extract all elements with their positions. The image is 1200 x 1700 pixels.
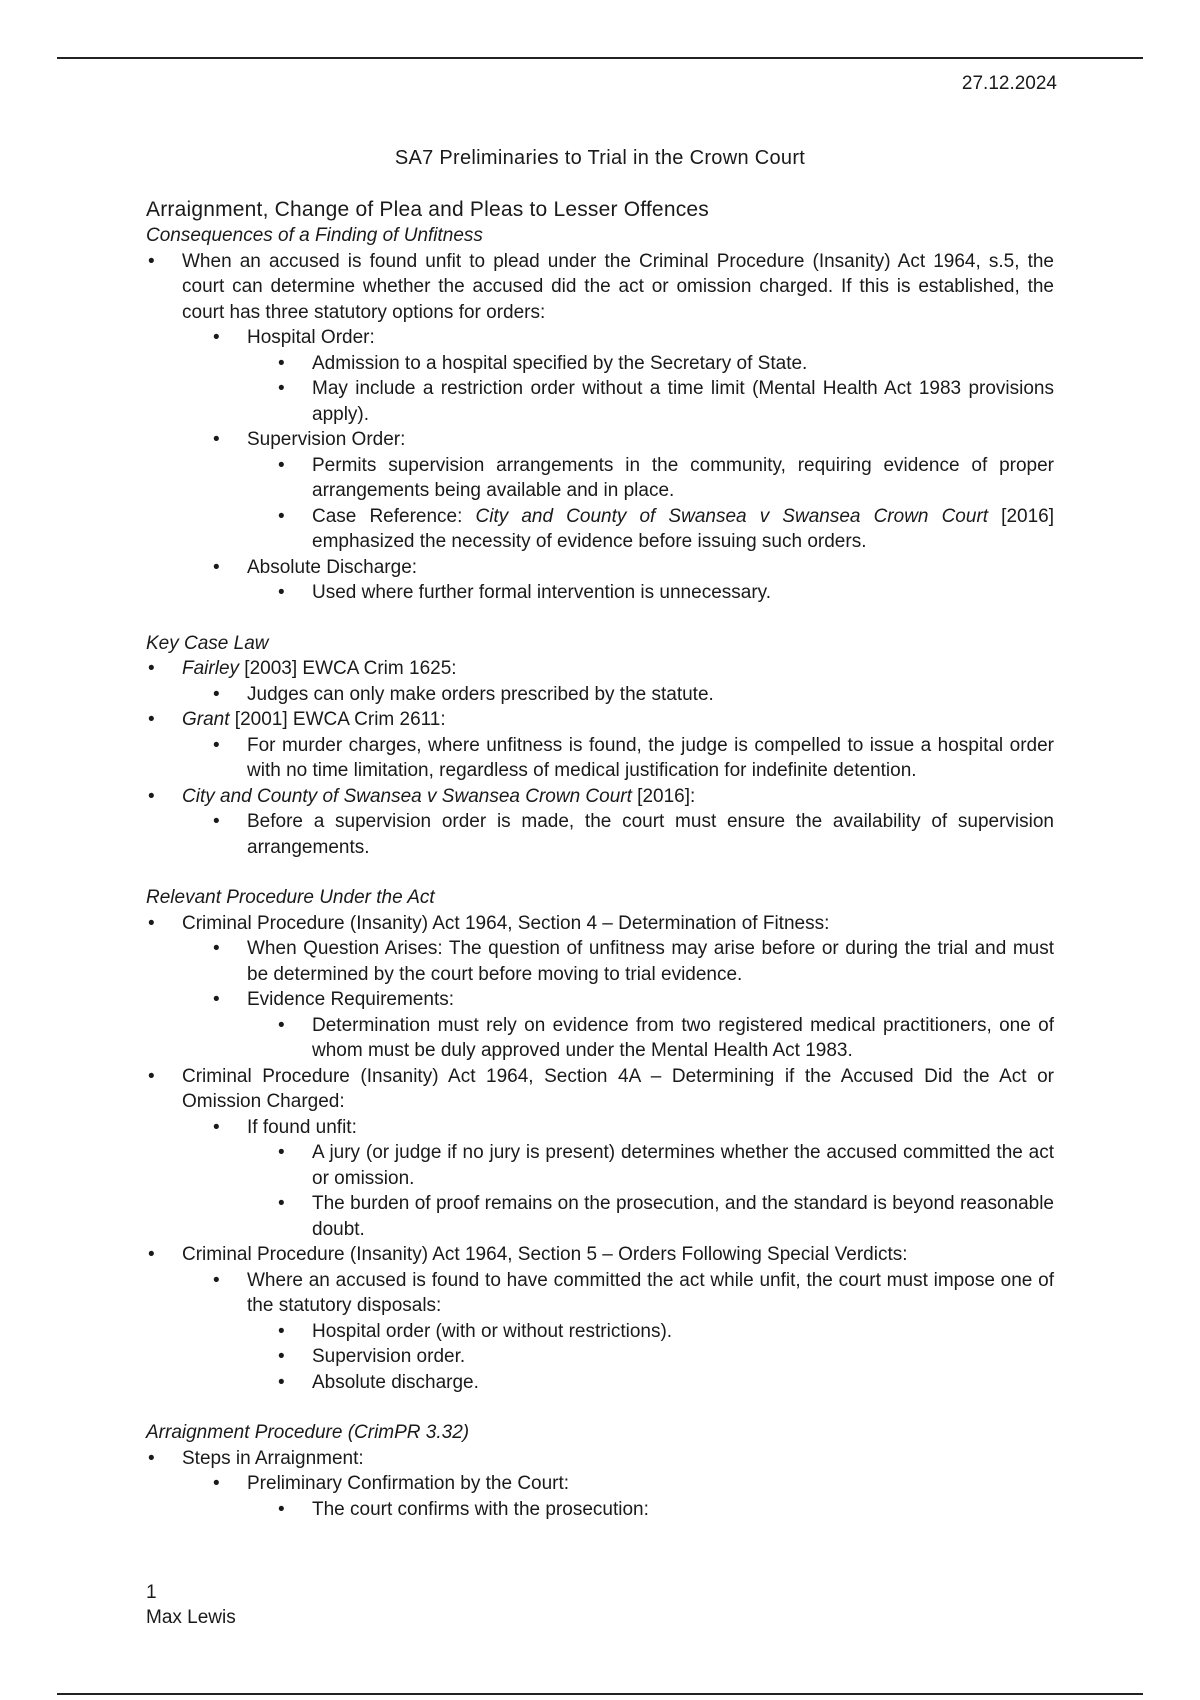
list-item: • Determination must rely on evidence from two registered medical practitioners, one of whom must be duly approved under the Mental Health Act 1983. — [276, 1013, 1054, 1064]
consequences-heading: Consequences of a Finding of Unfitness — [146, 225, 483, 246]
case-law-heading: Key Case Law — [146, 632, 269, 654]
author-name: Max Lewis — [146, 1607, 236, 1628]
spacer — [146, 1395, 1054, 1420]
section-5-label: Criminal Procedure (Insanity) Act 1964, Section 5 – Orders Following Special Verdicts: — [182, 1244, 908, 1265]
document-body — [146, 197, 1054, 1522]
procedure-list — [146, 911, 1054, 1396]
list-item: • When Question Arises: The question of unfitness may arise before or during the trial and must be determined by the court before moving to trial evidence. — [211, 936, 1054, 987]
case-reference-name: City and County of Swansea v Swansea Crown Court — [475, 505, 989, 527]
list-item — [211, 987, 1054, 1064]
list-item — [146, 1242, 1054, 1395]
evidence-points — [276, 1013, 1054, 1064]
case-citation: [2016]: — [631, 785, 696, 807]
section-4-points — [211, 936, 1054, 1064]
case-reference-suffix: [2016] emphasized the necessity of evidence before issuing such orders. — [312, 505, 1054, 552]
spacer — [146, 860, 1054, 885]
list-item: • Permits supervision arrangements in the community, requiring evidence of proper arrangements being available and in place. — [276, 453, 1054, 504]
list-item — [211, 555, 1054, 606]
list-item: • The court confirms with the prosecution: — [276, 1497, 1054, 1523]
section-4-label: Criminal Procedure (Insanity) Act 1964, Section 4 – Determination of Fitness: — [182, 912, 830, 934]
list-item — [211, 325, 1054, 427]
evidence-requirements-label: Evidence Requirements: — [247, 989, 454, 1010]
section-4a-points — [211, 1115, 1054, 1243]
list-item — [146, 707, 1054, 784]
hospital-order-points — [276, 351, 1054, 428]
case-points — [211, 682, 1054, 708]
list-item: • Supervision order. — [276, 1344, 1054, 1370]
steps-list — [211, 1471, 1054, 1522]
case-points — [211, 733, 1054, 784]
hospital-order-label: Hospital Order: — [247, 327, 375, 348]
steps-label: Steps in Arraignment: — [182, 1447, 364, 1469]
case-name: City and County of Swansea v Swansea Crown Court — [182, 785, 632, 807]
preliminary-confirmation-points — [276, 1497, 1054, 1523]
list-item: • A jury (or judge if no jury is present) determines whether the accused committed the act or omission. — [276, 1140, 1054, 1191]
case-name: Fairley — [182, 658, 240, 679]
list-item — [146, 656, 1054, 707]
list-item — [146, 1064, 1054, 1243]
absolute-discharge-label: Absolute Discharge: — [247, 556, 418, 578]
list-item: • Admission to a hospital specified by the Secretary of State. — [276, 351, 1054, 377]
consequences-list — [146, 249, 1054, 606]
spacer — [146, 606, 1054, 631]
absolute-discharge-points — [276, 580, 1054, 606]
list-item — [146, 911, 1054, 1064]
section-5-points — [211, 1268, 1054, 1396]
list-item — [276, 504, 1054, 555]
list-item: • Used where further formal intervention is unnecessary. — [276, 580, 1054, 606]
case-points — [211, 809, 1054, 860]
case-citation: [2001] EWCA Crim 2611: — [229, 709, 446, 730]
case-law-list — [146, 656, 1054, 860]
list-item: • Hospital order (with or without restrictions). — [276, 1319, 1054, 1345]
case-reference-prefix: Case Reference: — [312, 505, 476, 527]
consequences-intro: When an accused is found unfit to plead under the Criminal Procedure (Insanity) Act 1964, s.5, the court can determine whether the accused did the act or omission charged. If this is established, the court has three statutory options for orders: — [182, 250, 1054, 323]
supervision-order-points — [276, 453, 1054, 555]
disposals-list — [276, 1319, 1054, 1396]
page-number: 1 — [146, 1582, 157, 1603]
list-item — [146, 249, 1054, 606]
list-item: • The burden of proof remains on the prosecution, and the standard is beyond reasonable doubt. — [276, 1191, 1054, 1242]
list-item: • Judges can only make orders prescribed by the statute. — [211, 682, 1054, 708]
list-item — [146, 1446, 1054, 1523]
supervision-order-label: Supervision Order: — [247, 429, 406, 450]
procedure-heading: Relevant Procedure Under the Act — [146, 887, 435, 908]
list-item — [211, 427, 1054, 555]
list-item: • Absolute discharge. — [276, 1370, 1054, 1396]
arraignment-heading: Arraignment Procedure (CrimPR 3.32) — [146, 1422, 470, 1443]
list-item — [211, 1115, 1054, 1243]
section-5-where: Where an accused is found to have committed the act while unfit, the court must impose one of the statutory disposals: — [247, 1269, 1054, 1316]
case-name: Grant — [182, 709, 230, 730]
list-item: • Before a supervision order is made, the court must ensure the availability of supervision arrangements. — [211, 809, 1054, 860]
arraignment-list — [146, 1446, 1054, 1523]
bottom-rule — [57, 1693, 1143, 1695]
section-heading: Arraignment, Change of Plea and Pleas to Lesser Offences — [146, 198, 709, 221]
preliminary-confirmation-label: Preliminary Confirmation by the Court: — [247, 1473, 570, 1494]
section-4a-label: Criminal Procedure (Insanity) Act 1964, Section 4A – Determining if the Accused Did the Act or Omission Charged: — [182, 1065, 1054, 1112]
document-title: SA7 Preliminaries to Trial in the Crown Court — [394, 147, 806, 169]
list-item — [211, 1268, 1054, 1396]
page-footer — [146, 1580, 236, 1630]
list-item — [211, 1471, 1054, 1522]
if-found-unfit-label: If found unfit: — [247, 1116, 357, 1138]
list-item — [146, 784, 1054, 861]
case-citation: [2003] EWCA Crim 1625: — [239, 658, 457, 679]
list-item: • For murder charges, where unfitness is found, the judge is compelled to issue a hospital order with no time limitation, regardless of medical justification for indefinite detention. — [211, 733, 1054, 784]
list-item: • May include a restriction order without a time limit (Mental Health Act 1983 provisions apply). — [276, 376, 1054, 427]
top-rule — [57, 57, 1143, 59]
orders-list — [211, 325, 1054, 606]
if-found-unfit-points — [276, 1140, 1054, 1242]
document-date: 27.12.2024 — [961, 73, 1057, 94]
